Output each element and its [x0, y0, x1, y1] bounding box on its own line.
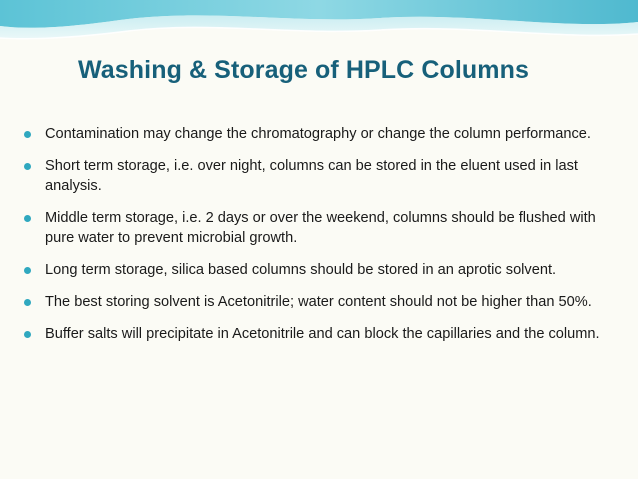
list-item — [20, 324, 610, 344]
bullet-icon — [24, 215, 31, 222]
bullet-text: The best storing solvent is Acetonitrile; water content should not be higher than 50%. — [45, 294, 592, 310]
bullet-list — [20, 124, 610, 356]
header-wave-decoration — [0, 0, 638, 52]
bullet-icon — [24, 267, 31, 274]
bullet-text: Short term storage, i.e. over night, columns can be stored in the eluent used in last analysis. — [45, 158, 578, 194]
bullet-icon — [24, 299, 31, 306]
bullet-icon — [24, 163, 31, 170]
bullet-text: Long term storage, silica based columns should be stored in an aprotic solvent. — [45, 262, 557, 278]
bullet-text: Buffer salts will precipitate in Acetonitrile and can block the capillaries and the column. — [45, 326, 600, 342]
bullet-icon — [24, 131, 31, 138]
list-item — [20, 124, 610, 144]
list-item — [20, 292, 610, 312]
list-item — [20, 208, 610, 248]
bullet-text: Contamination may change the chromatography or change the column performance. — [45, 126, 591, 142]
list-item — [20, 260, 610, 280]
list-item — [20, 156, 610, 196]
slide-title: Washing & Storage of HPLC Columns — [78, 56, 529, 84]
bullet-text: Middle term storage, i.e. 2 days or over the weekend, columns should be flushed with pure water to prevent microbial growth. — [45, 210, 596, 246]
bullet-icon — [24, 331, 31, 338]
